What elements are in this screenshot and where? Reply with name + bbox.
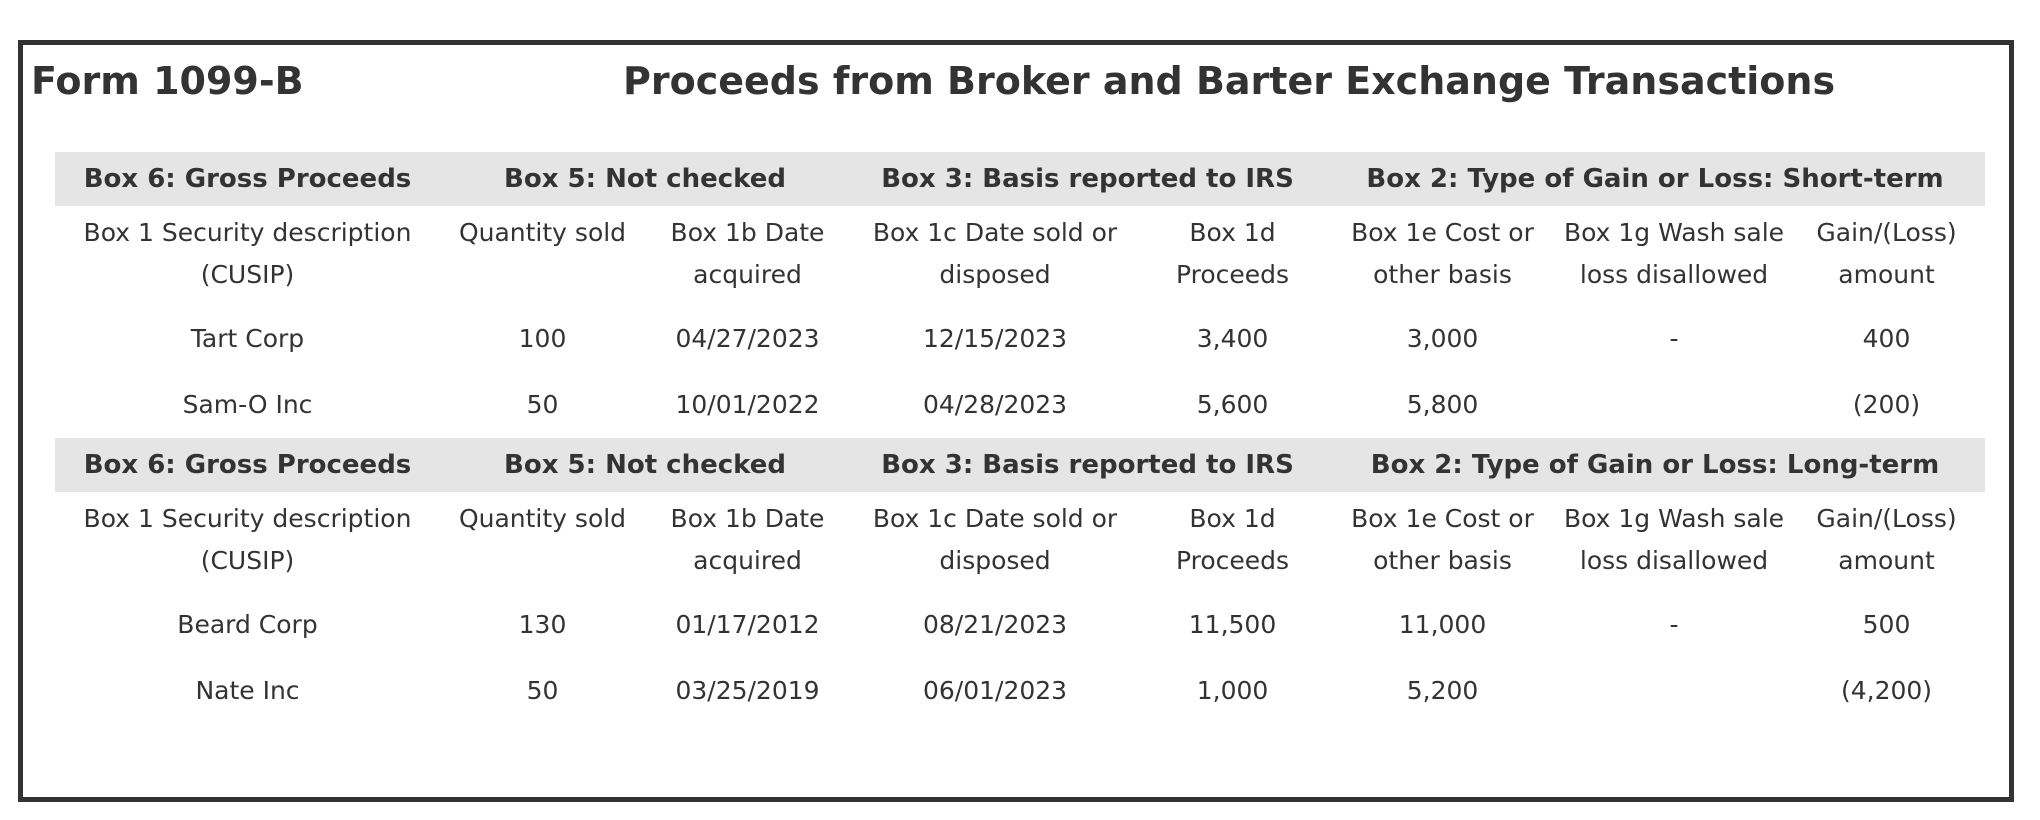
table-row	[55, 372, 1985, 438]
col-header-cost-basis: Box 1e Cost or other basis	[1351, 218, 1534, 289]
cell-proceeds: 3,400	[1196, 324, 1269, 353]
col-header-quantity: Quantity sold	[458, 504, 627, 533]
box2-label: Box 2: Type of Gain or Loss: Long-term	[1325, 438, 1985, 492]
cell-proceeds: 5,600	[1196, 390, 1269, 419]
cell-date-sold: 04/28/2023	[922, 390, 1068, 419]
col-header-quantity: Quantity sold	[458, 218, 627, 247]
section-band-long-term	[55, 438, 1985, 492]
cell-date-acquired: 01/17/2012	[675, 610, 820, 639]
cell-description: Nate Inc	[195, 676, 300, 705]
col-header-description: Box 1 Security description (CUSIP)	[83, 504, 412, 575]
col-header-wash-sale: Box 1g Wash sale loss disallowed	[1563, 504, 1785, 575]
cell-cost-basis: 5,800	[1406, 390, 1479, 419]
cell-date-sold: 12/15/2023	[922, 324, 1068, 353]
form-number: Form 1099-B	[31, 59, 304, 103]
box3-label: Box 3: Basis reported to IRS	[850, 438, 1325, 492]
col-header-date-acquired: Box 1b Date acquired	[670, 218, 825, 289]
cell-quantity: 50	[526, 676, 559, 705]
form-title: Proceeds from Broker and Barter Exchange Transactions	[623, 59, 1836, 103]
col-header-gain-loss: Gain/(Loss) amount	[1816, 218, 1957, 289]
table-row	[55, 658, 1985, 724]
col-header-date-acquired: Box 1b Date acquired	[670, 504, 825, 575]
cell-description: Beard Corp	[177, 610, 318, 639]
box3-label: Box 3: Basis reported to IRS	[850, 152, 1325, 206]
cell-wash-sale: -	[1669, 324, 1679, 353]
col-header-proceeds: Box 1d Proceeds	[1175, 504, 1290, 575]
cell-date-sold: 08/21/2023	[922, 610, 1068, 639]
cell-cost-basis: 11,000	[1398, 610, 1487, 639]
cell-gain-loss: 400	[1862, 324, 1911, 353]
cell-gain-loss: (4,200)	[1840, 676, 1933, 705]
cell-proceeds: 11,500	[1188, 610, 1277, 639]
column-header-row	[55, 206, 1985, 306]
table-row	[55, 306, 1985, 372]
box6-label: Box 6: Gross Proceeds	[55, 438, 440, 492]
box5-label: Box 5: Not checked	[440, 152, 850, 206]
cell-date-acquired: 04/27/2023	[675, 324, 820, 353]
cell-date-sold: 06/01/2023	[922, 676, 1068, 705]
cell-quantity: 50	[526, 390, 559, 419]
column-header-row	[55, 492, 1985, 592]
section-band-short-term	[55, 152, 1985, 206]
box6-label: Box 6: Gross Proceeds	[55, 152, 440, 206]
transactions-table	[55, 152, 1985, 724]
cell-description: Tart Corp	[190, 324, 305, 353]
cell-cost-basis: 5,200	[1406, 676, 1479, 705]
cell-quantity: 130	[518, 610, 567, 639]
col-header-cost-basis: Box 1e Cost or other basis	[1351, 504, 1534, 575]
box5-label: Box 5: Not checked	[440, 438, 850, 492]
col-header-gain-loss: Gain/(Loss) amount	[1816, 504, 1957, 575]
form-1099b	[18, 40, 2014, 802]
cell-cost-basis: 3,000	[1406, 324, 1479, 353]
col-header-proceeds: Box 1d Proceeds	[1175, 218, 1290, 289]
box2-label: Box 2: Type of Gain or Loss: Short-term	[1325, 152, 1985, 206]
cell-quantity: 100	[518, 324, 567, 353]
col-header-date-sold: Box 1c Date sold or disposed	[872, 218, 1118, 289]
cell-gain-loss: 500	[1862, 610, 1911, 639]
cell-wash-sale	[1560, 658, 1788, 724]
cell-gain-loss: (200)	[1852, 390, 1921, 419]
cell-wash-sale	[1560, 372, 1788, 438]
cell-date-acquired: 10/01/2022	[675, 390, 820, 419]
col-header-date-sold: Box 1c Date sold or disposed	[872, 504, 1118, 575]
col-header-description: Box 1 Security description (CUSIP)	[83, 218, 412, 289]
cell-description: Sam-O Inc	[182, 390, 313, 419]
col-header-wash-sale: Box 1g Wash sale loss disallowed	[1563, 218, 1785, 289]
table-row	[55, 592, 1985, 658]
cell-wash-sale: -	[1669, 610, 1679, 639]
cell-date-acquired: 03/25/2019	[675, 676, 820, 705]
cell-proceeds: 1,000	[1196, 676, 1269, 705]
